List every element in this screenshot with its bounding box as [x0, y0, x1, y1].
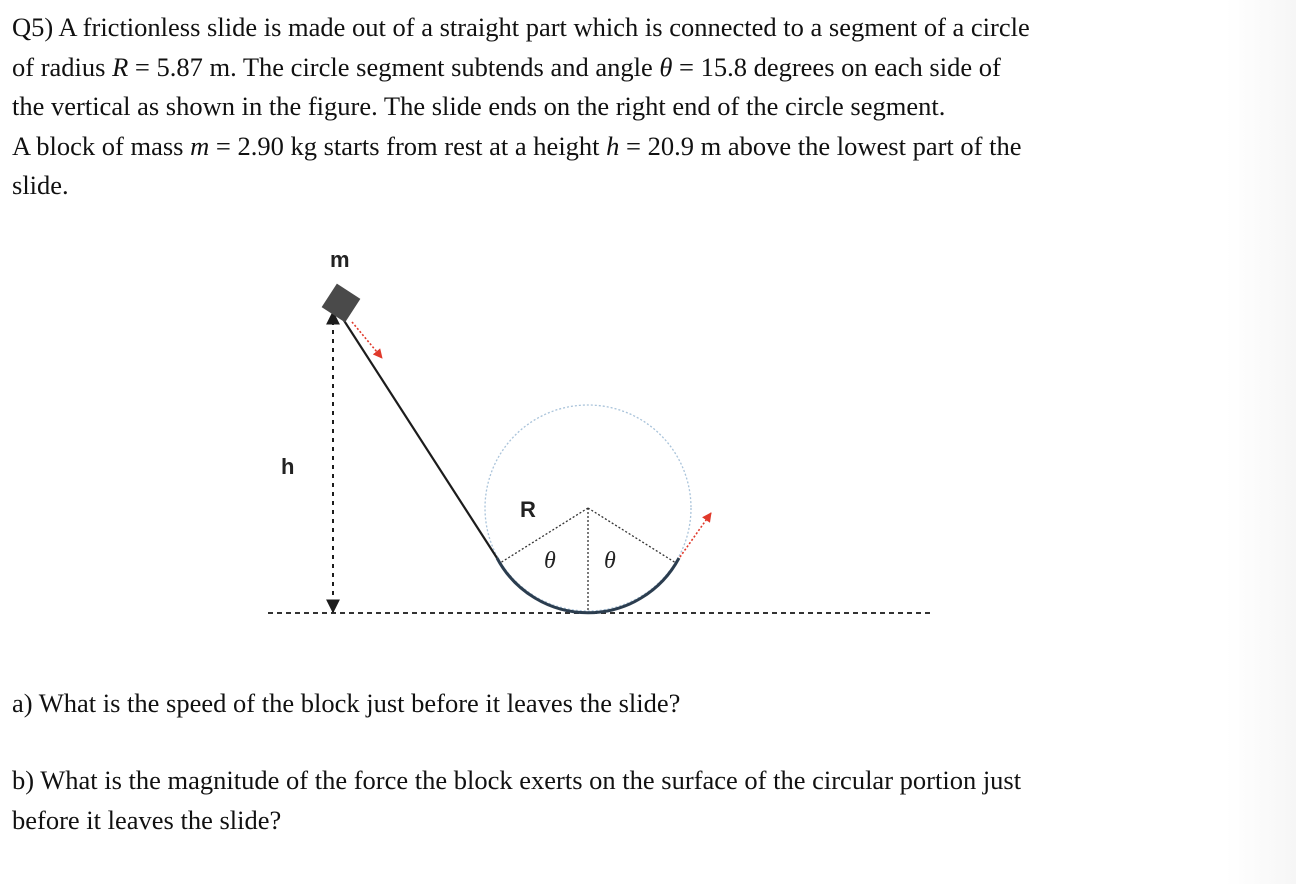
theta-right-label: θ	[604, 548, 616, 574]
mass-symbol: m	[190, 130, 210, 161]
problem-line-4: A block of mass m = 2.90 kg starts from rest at a height h = 20.9 m above the lowest part of the	[12, 130, 1022, 161]
height-label: h	[281, 454, 295, 479]
question-b: b) What is the magnitude of the force the block exerts on the surface of the circular portion just before it leaves the slide?	[12, 765, 1022, 835]
slide-ramp	[334, 305, 497, 558]
theta-left-label: θ	[544, 548, 556, 574]
velocity-arrow-exit	[680, 513, 711, 557]
radius-label: R	[520, 497, 536, 522]
radius-symbol: R	[112, 51, 129, 82]
height-symbol: h	[606, 130, 620, 161]
problem-line-5: slide.	[12, 170, 69, 200]
question-a: a) What is the speed of the block just before it leaves the slide?	[12, 688, 681, 718]
problem-line-1: Q5) A frictionless slide is made out of a straight part which is connected to a segment of a circle	[12, 12, 1030, 42]
problem-line-2: of radius R = 5.87 m. The circle segment subtends and angle θ = 15.8 degrees on each side of	[12, 51, 1001, 82]
theta-symbol: θ	[659, 51, 673, 82]
radius-line-right	[588, 508, 676, 563]
block	[322, 284, 361, 323]
mass-label: m	[330, 247, 350, 272]
problem-line-3: the vertical as shown in the figure. The slide ends on the right end of the circle segment.	[12, 91, 946, 121]
